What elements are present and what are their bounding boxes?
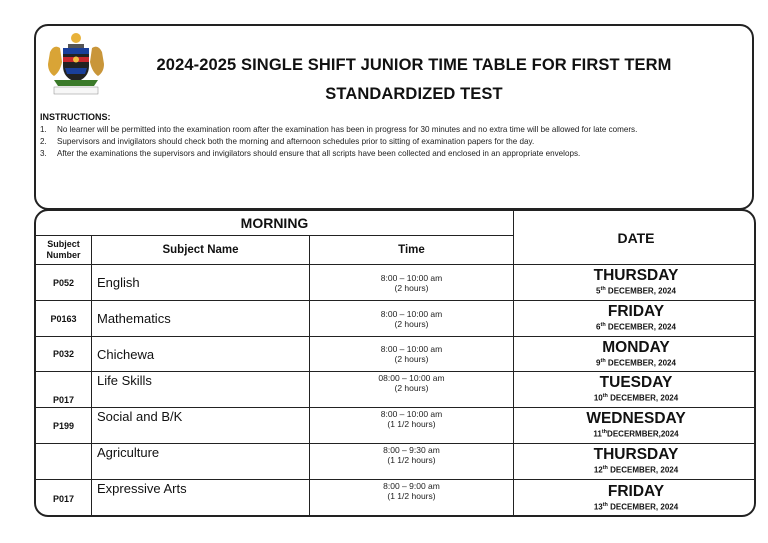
day-name: THURSDAY [593,267,679,285]
day-name: MONDAY [602,338,670,356]
date-label: 11thDECERMBER,2024 [593,429,679,439]
day-name: WEDNESDAY [586,410,686,428]
subject-code: P052 [52,277,75,288]
timetable [34,209,756,517]
duration: (1 1/2 hours) [387,455,436,465]
date-label: 12th DECEMBER, 2024 [593,465,679,475]
col-header-date: DATE [617,229,655,246]
time-range: 8:00 – 10:00 am [380,272,443,283]
time-range: 08:00 – 10:00 am [378,373,445,383]
subject-name: Agriculture [97,445,160,460]
date-cell [514,408,756,443]
date-cell [514,372,756,407]
time-cell [310,480,513,517]
day-name: FRIDAY [607,303,665,321]
subject-name: Life Skills [97,373,152,388]
session-title: MORNING [240,215,309,231]
subject-code: P032 [52,349,75,359]
subject-name: Chichewa [97,346,155,362]
date-label: 10th DECEMBER, 2024 [593,393,679,403]
subject-name: Expressive Arts [97,481,187,496]
date-label: 13th DECEMBER, 2024 [593,502,679,512]
instruction-item [40,136,740,148]
duration: (1 1/2 hours) [387,419,436,429]
col-header-number: Subject Number [46,238,81,260]
date-cell [514,480,756,517]
instruction-text: No learner will be permitted into the examination room after the examination has been in progress for 30 minutes and no extra time will be allowed for late comers. [57,125,638,134]
col-header-time: Time [398,243,425,256]
subject-code [36,444,91,479]
time-range: 8:00 – 10:00 am [380,344,443,354]
instruction-text: After the examinations the supervisors and invigilators should ensure that all scripts have been collected and enclosed in an appropriate envelops. [57,149,581,158]
time-cell [310,408,513,443]
day-name: TUESDAY [599,374,673,392]
col-header-name: Subject Name [162,243,239,256]
day-name: THURSDAY [593,446,679,464]
subject-name: Social and B/K [97,409,183,424]
time-cell [310,301,513,336]
time-cell [310,444,513,479]
date-label: 9th DECEMBER, 2024 [596,357,676,368]
instruction-item [40,124,740,136]
subject-code: P199 [52,420,75,431]
instructions-heading: INSTRUCTIONS: [40,112,111,122]
time-cell [310,265,513,300]
malawi-coat-of-arms-icon [46,30,106,96]
duration: (2 hours) [394,354,429,364]
date-cell [514,337,756,371]
date-cell [514,444,756,479]
instruction-text: Supervisors and invigilators should check both the morning and afternoon schedules prior to sitting of examination papers for the day. [57,137,535,146]
day-name: FRIDAY [607,483,665,501]
instruction-number: 1. [40,125,47,134]
time-cell [310,337,513,371]
subject-name: English [97,275,140,290]
duration: (2 hours) [394,383,429,393]
time-cell [310,372,513,407]
duration: (2 hours) [394,318,429,329]
instruction-number: 2. [40,137,47,146]
duration: (2 hours) [394,282,429,293]
time-range: 8:00 – 10:00 am [380,308,443,319]
time-range: 8:00 – 9:00 am [383,481,440,491]
instructions-list [40,124,740,160]
date-cell [514,265,756,300]
subject-code: P017 [52,493,75,504]
subject-name: Mathematics [97,311,171,326]
duration: (1 1/2 hours) [387,491,436,501]
date-label: 5th DECEMBER, 2024 [596,286,676,296]
time-range: 8:00 – 9:30 am [383,445,440,455]
date-cell [514,301,756,336]
instruction-number: 3. [40,149,47,158]
time-range: 8:00 – 10:00 am [380,409,443,419]
page-title: 2024-2025 SINGLE SHIFT JUNIOR TIME TABLE FOR FIRST TERM STANDARDIZED TEST [156,56,672,103]
instruction-item [40,148,740,160]
subject-code: P0163 [50,313,77,324]
date-label: 6th DECEMBER, 2024 [596,322,676,332]
subject-code: P017 [52,395,75,405]
